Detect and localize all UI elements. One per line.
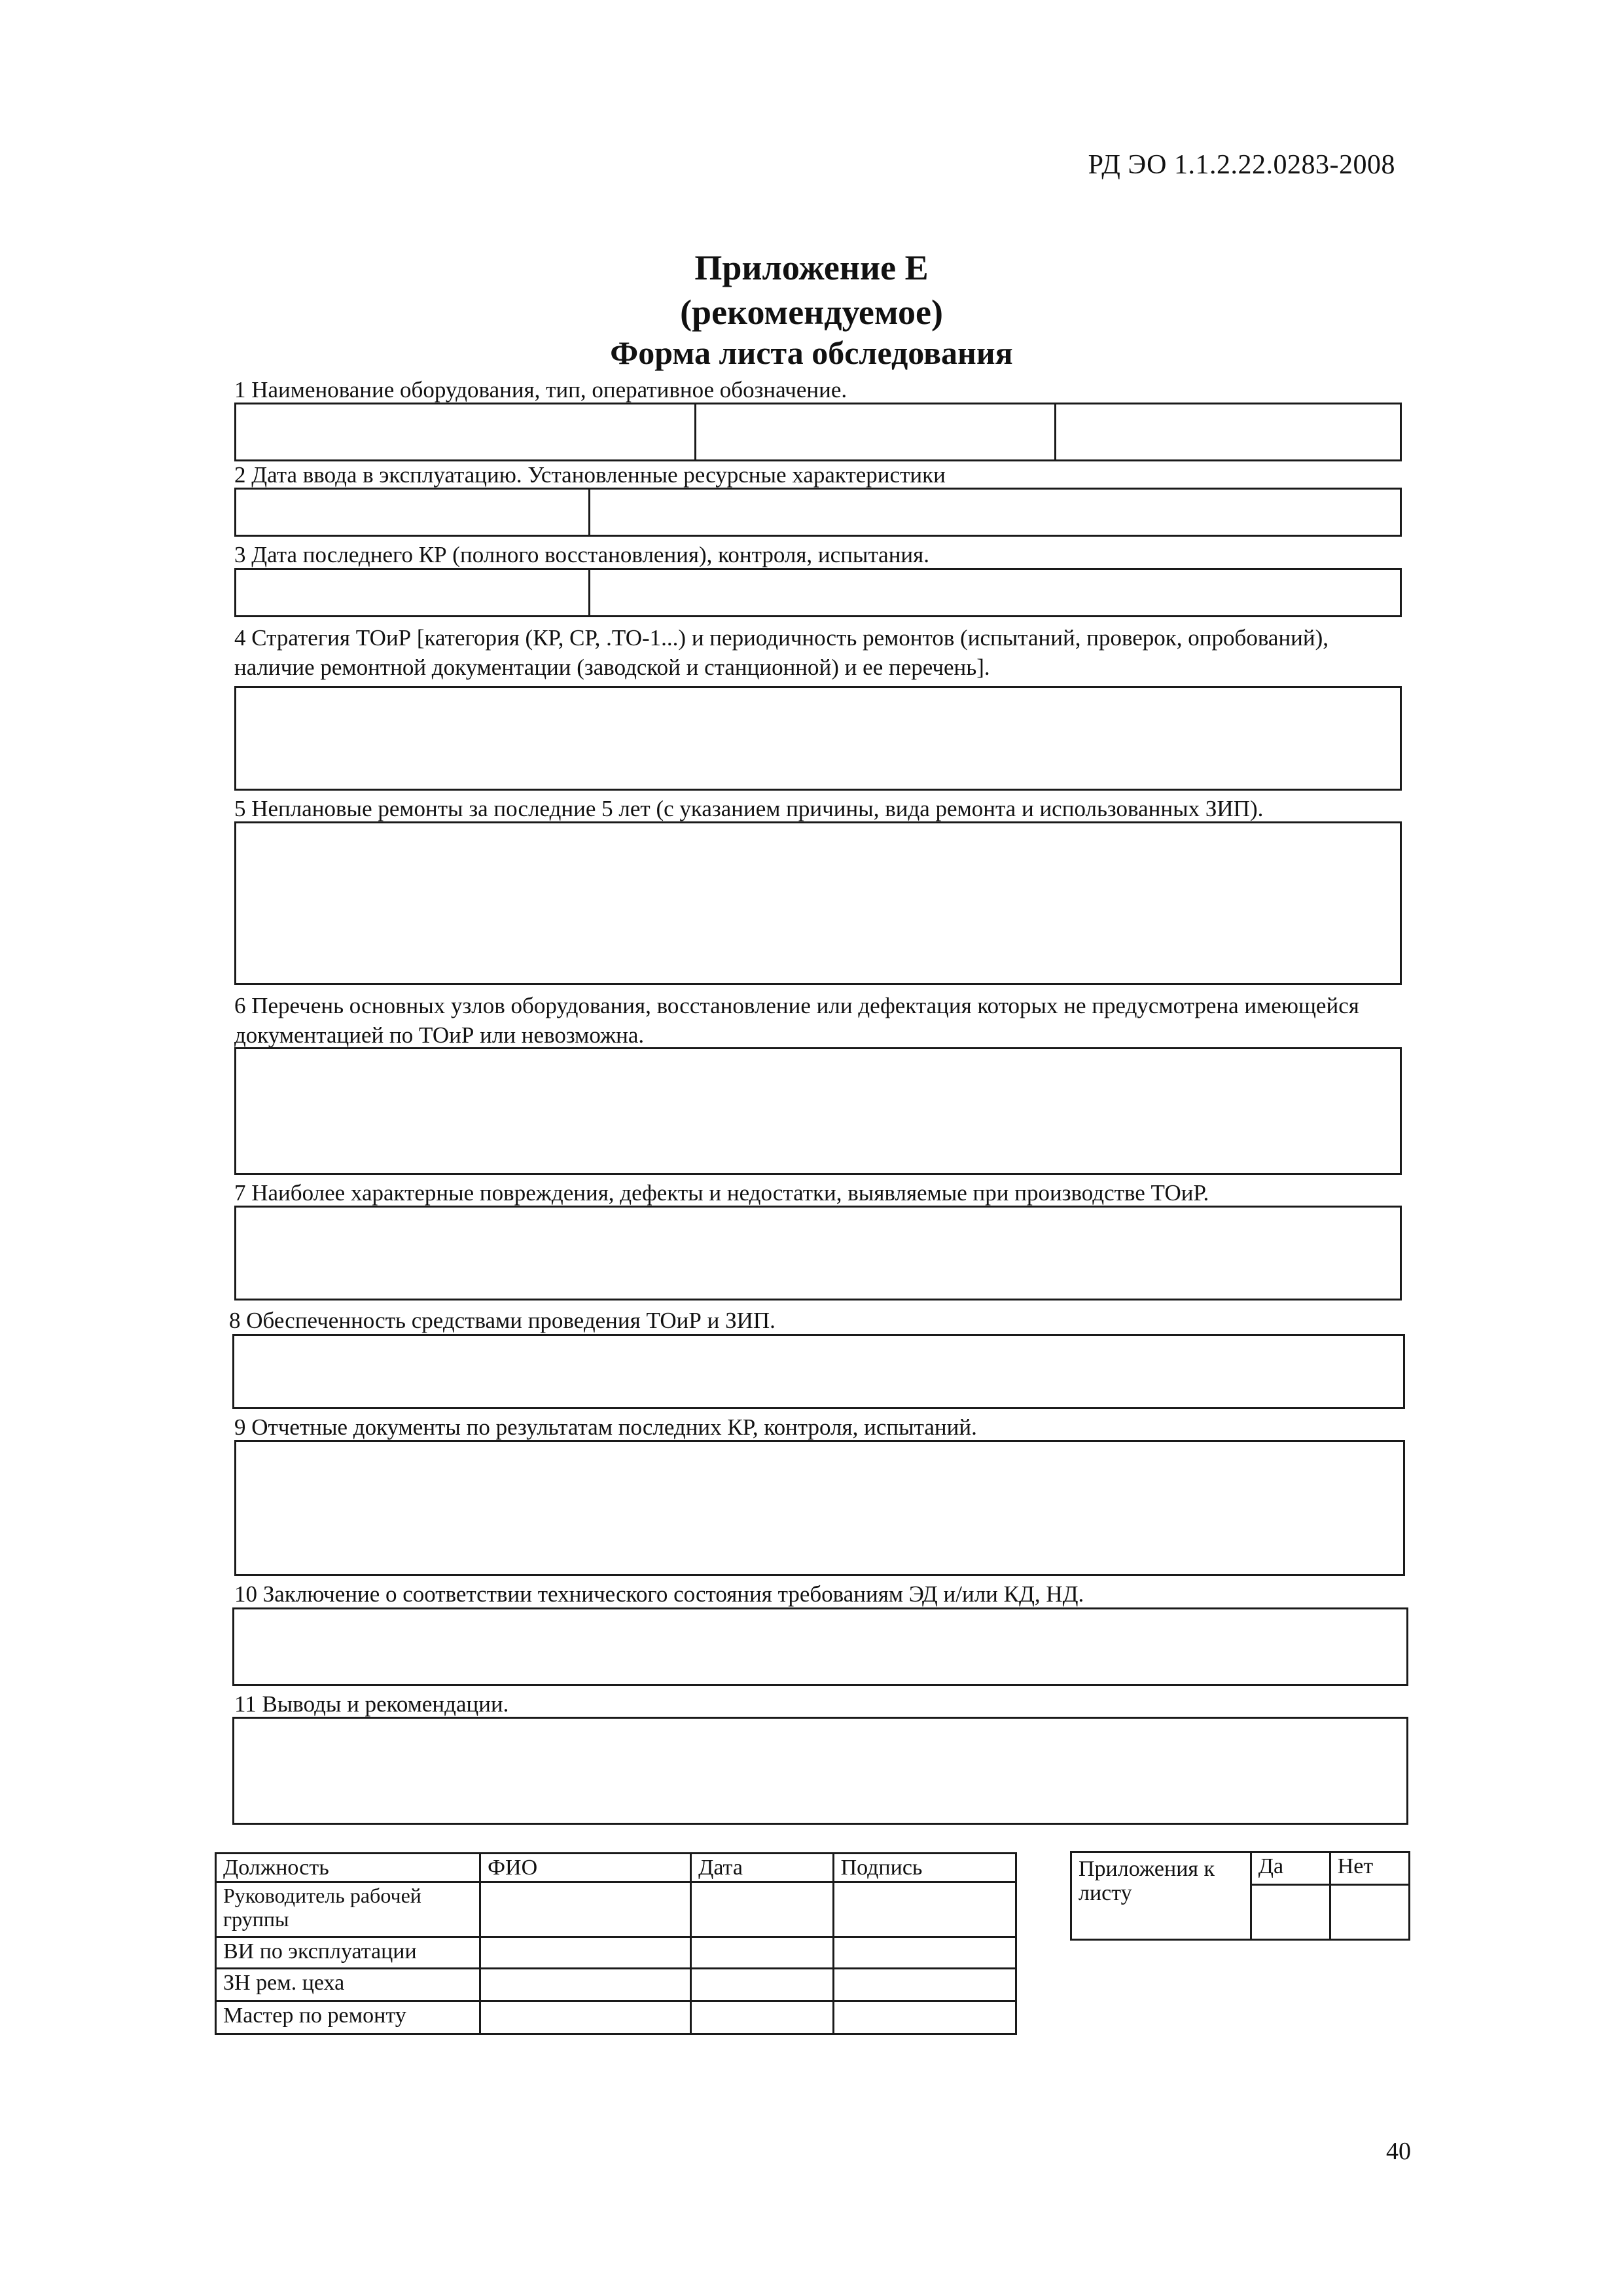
section-11-label: 11 Выводы и рекомендации. [234,1691,509,1717]
position-cell: Руководитель рабочей группы [216,1882,480,1937]
yes-header: Да [1251,1852,1330,1885]
section-3-label: 3 Дата последнего КР (полного восстановления), контроля, испытания. [234,542,930,567]
field-divider [694,404,696,459]
table-header-row [216,1854,1016,1882]
date-cell[interactable] [691,1969,833,2001]
attachments-label: Приложения к листу [1071,1852,1251,1940]
section-5-field[interactable] [234,821,1402,985]
section-7-field[interactable] [234,1206,1402,1300]
name-cell[interactable] [480,2001,691,2034]
table-row [216,1937,1016,1969]
signature-cell[interactable] [833,2001,1016,2034]
section-2-label: 2 Дата ввода в эксплуатацию. Установленные ресурсные характеристики [234,462,946,488]
name-cell[interactable] [480,1937,691,1969]
section-2-field[interactable] [234,488,1402,537]
column-header-signature: Подпись [833,1854,1016,1882]
section-1-label: 1 Наименование оборудования, тип, оперативное обозначение. [234,377,847,403]
table-row [216,2001,1016,2034]
position-cell: ВИ по эксплуатации [216,1937,480,1969]
section-9-label: 9 Отчетные документы по результатам последних КР, контроля, испытаний. [234,1414,977,1440]
column-header-name: ФИО [480,1854,691,1882]
appendix-title: Приложение Е [694,248,929,287]
section-9-field[interactable] [234,1440,1405,1576]
section-4-field[interactable] [234,686,1402,791]
position-cell: Мастер по ремонту [216,2001,480,2034]
date-cell[interactable] [691,2001,833,2034]
name-cell[interactable] [480,1882,691,1937]
section-6-field[interactable] [234,1047,1402,1175]
column-header-date: Дата [691,1854,833,1882]
table-row [216,1882,1016,1937]
section-10-label: 10 Заключение о соответствии технического состояния требованиям ЭД и/или КД, НД. [234,1581,1084,1607]
signature-cell[interactable] [833,1937,1016,1969]
page-number: 40 [1386,2138,1411,2165]
section-1-field[interactable] [234,403,1402,461]
document-code: РД ЭО 1.1.2.22.0283-2008 [1088,150,1395,180]
section-5-label: 5 Неплановые ремонты за последние 5 лет (с указанием причины, вида ремонта и использованных ЗИП). [234,796,1264,821]
table-row [216,1969,1016,2001]
section-8-label: 8 Обеспеченность средствами проведения ТОиР и ЗИП. [229,1308,776,1333]
no-header: Нет [1330,1852,1409,1885]
signature-table [215,1852,1017,2035]
section-10-field[interactable] [232,1607,1408,1686]
table-header-row [1071,1852,1410,1885]
position-cell: ЗН рем. цеха [216,1969,480,2001]
section-6-label: 6 Перечень основных узлов оборудования, восстановление или дефектация которых не предусмотрена имеющейся документацией по ТОиР или невозможна. [234,993,1359,1048]
yes-cell[interactable] [1251,1885,1330,1940]
field-divider [588,570,590,615]
column-header-position: Должность [216,1854,480,1882]
section-11-field[interactable] [232,1717,1408,1825]
field-divider [1054,404,1056,459]
no-cell[interactable] [1330,1885,1409,1940]
signature-cell[interactable] [833,1969,1016,2001]
form-title: Форма листа обследования [610,334,1013,371]
field-divider [588,490,590,535]
section-7-label: 7 Наиболее характерные повреждения, дефекты и недостатки, выявляемые при производстве ТОиР. [234,1180,1209,1206]
date-cell[interactable] [691,1882,833,1937]
attachments-table [1070,1851,1410,1941]
section-4-label: 4 Стратегия ТОиР [категория (КР, СР, .ТО-1...) и периодичность ремонтов (испытаний, проверок, опробований), наличие ремонтной документации (заводской и станционной) и ее перечень]. [234,625,1329,680]
section-3-field[interactable] [234,568,1402,617]
appendix-status: (рекомендуемое) [680,293,943,332]
name-cell[interactable] [480,1969,691,2001]
signature-cell[interactable] [833,1882,1016,1937]
section-8-field[interactable] [232,1334,1405,1409]
date-cell[interactable] [691,1937,833,1969]
